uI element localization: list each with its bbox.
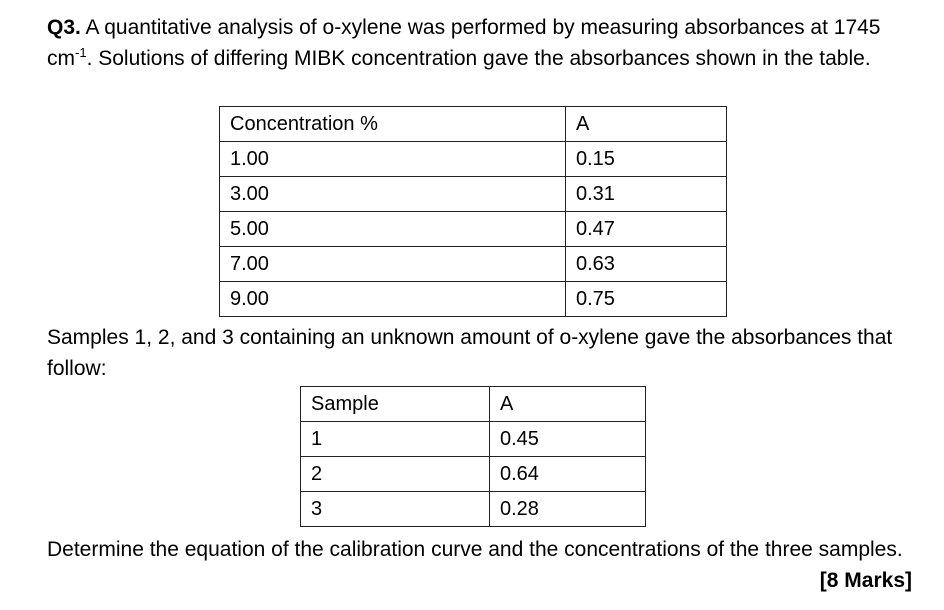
concentration-cell: 5.00 (220, 212, 566, 247)
concentration-cell: 7.00 (220, 247, 566, 282)
table-row (220, 212, 727, 247)
intro-text-part2: . Solutions of differing MIBK concentration gave the absorbances shown in the table. (86, 47, 871, 70)
sample-cell: 2 (301, 457, 490, 492)
intro-text-part1: A quantitative analysis of o-xylene was performed by measuring absorbances at 1745 cm (47, 16, 881, 70)
header-sample: Sample (301, 387, 490, 422)
table-row (301, 457, 646, 492)
absorbance-cell: 0.47 (566, 212, 727, 247)
table-row (220, 282, 727, 317)
header-absorbance: A (566, 107, 727, 142)
samples-table (300, 386, 646, 527)
table-header-row (220, 107, 727, 142)
absorbance-cell: 0.28 (490, 492, 646, 527)
concentration-cell: 3.00 (220, 177, 566, 212)
table-header-row (301, 387, 646, 422)
table-row (301, 422, 646, 457)
table-row (220, 247, 727, 282)
absorbance-cell: 0.64 (490, 457, 646, 492)
concentration-cell: 9.00 (220, 282, 566, 317)
question-number: Q3. (47, 16, 81, 39)
absorbance-cell: 0.15 (566, 142, 727, 177)
sample-cell: 1 (301, 422, 490, 457)
table-row (301, 492, 646, 527)
sample-cell: 3 (301, 492, 490, 527)
marks-label: [8 Marks] (819, 569, 912, 592)
absorbance-cell: 0.31 (566, 177, 727, 212)
header-concentration: Concentration % (220, 107, 566, 142)
samples-paragraph: Samples 1, 2, and 3 containing an unknown amount of o-xylene gave the absorbances that follow: (47, 326, 893, 380)
absorbance-cell: 0.75 (566, 282, 727, 317)
question-intro (47, 12, 917, 74)
table-row (220, 177, 727, 212)
task-paragraph: Determine the equation of the calibration curve and the concentrations of the three samples. (47, 538, 903, 561)
calibration-table (219, 106, 727, 317)
unit-superscript: -1 (75, 45, 87, 60)
concentration-cell: 1.00 (220, 142, 566, 177)
absorbance-cell: 0.45 (490, 422, 646, 457)
header-absorbance: A (490, 387, 646, 422)
table-row (220, 142, 727, 177)
absorbance-cell: 0.63 (566, 247, 727, 282)
